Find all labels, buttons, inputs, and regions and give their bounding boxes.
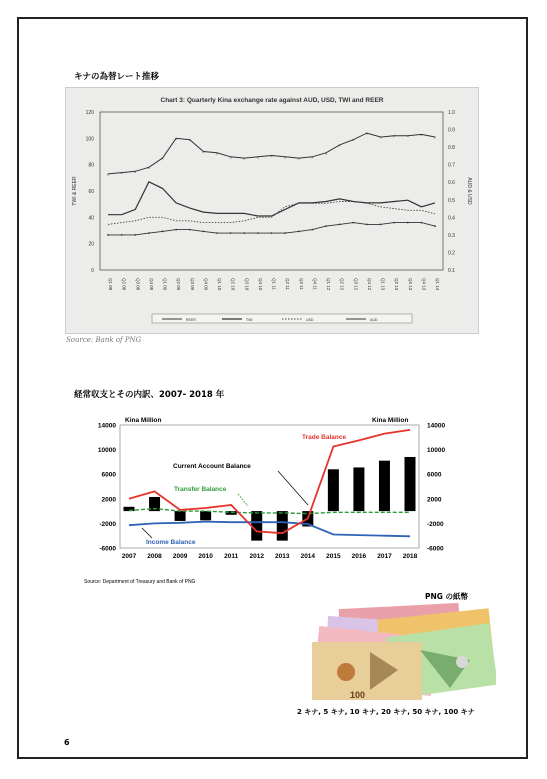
chart1-legend-label: AUD <box>370 318 378 322</box>
png-banknotes-image <box>310 600 496 705</box>
chart1-point: x <box>284 154 287 160</box>
chart1-point: x <box>202 149 205 154</box>
chart1-xtick: Q3 09 <box>189 278 195 291</box>
chart1-point <box>311 229 313 231</box>
chart2-bar <box>379 461 390 511</box>
chart1-point: x <box>406 133 409 139</box>
chart1-xtick: Q4 09 <box>203 278 209 291</box>
section2-heading: 経常収支とその内訳、2007- 2018 年 <box>74 390 225 400</box>
chart2-label-trade: Trade Balance <box>302 434 347 441</box>
chart1-xtick: Q1 14 <box>435 278 440 291</box>
chart1-point <box>434 225 436 227</box>
chart1-ytick-right: 0.4 <box>448 215 455 222</box>
chart1-point: x <box>134 168 137 174</box>
chart1-ytick-right: 0.8 <box>448 145 455 152</box>
chart1-ylabel-left: TWI & REER <box>72 176 78 206</box>
chart2-ytick-left: 14000 <box>97 422 116 430</box>
chart2-ytick-right: -2000 <box>427 520 444 528</box>
chart1-ytick-left: 20 <box>88 241 94 248</box>
chart1-point: x <box>107 171 109 177</box>
chart1-point: x <box>188 137 191 143</box>
chart1-point <box>393 222 395 224</box>
chart1-point <box>230 232 232 234</box>
chart1-point: x <box>229 154 232 160</box>
chart1-point: x <box>297 155 300 161</box>
chart2-ytick-left: 2000 <box>101 496 116 504</box>
chart1-xtick: Q2 09 <box>176 278 182 291</box>
chart1-ytick-left: 80 <box>88 162 94 169</box>
chart2-ytick-right: 14000 <box>427 422 446 430</box>
chart1-point <box>284 232 286 234</box>
chart1-point <box>134 234 136 236</box>
chart2-xtick: 2013 <box>275 553 290 560</box>
chart1-point <box>121 234 123 236</box>
chart1-xtick: Q4 12 <box>366 278 372 291</box>
chart2-bar <box>405 457 416 511</box>
chart2-xtick: 2008 <box>147 553 162 560</box>
chart1-ytick-left: 120 <box>85 110 94 116</box>
chart2-bar <box>251 511 262 541</box>
chart1-xtick: Q4 10 <box>257 278 263 291</box>
chart1-point: x <box>256 154 259 160</box>
chart1-xtick: Q3 13 <box>407 278 413 291</box>
chart2-ytick-right: 10000 <box>427 447 446 455</box>
chart1-point <box>271 232 273 234</box>
chart1-point: x <box>338 142 341 148</box>
chart2-bar <box>200 511 211 520</box>
chart1-xtick: Q2 10 <box>230 278 236 291</box>
chart1-xtick: Q1 08 <box>108 278 113 291</box>
chart1-point: x <box>393 133 396 139</box>
chart1-ytick-left: 40 <box>88 215 94 222</box>
chart1-xtick: Q3 08 <box>135 278 141 291</box>
chart1-point <box>216 232 218 234</box>
chart2-ytick-left: 6000 <box>101 471 116 479</box>
chart2-ytick-left: 10000 <box>97 447 116 455</box>
chart2-plot-frame <box>120 425 419 548</box>
chart2-bar <box>175 511 186 521</box>
chart1-xtick: Q2 13 <box>394 278 400 291</box>
chart1-point <box>107 234 109 236</box>
page-number: 6 <box>64 738 70 747</box>
chart2-xtick: 2017 <box>377 553 392 560</box>
chart1-ytick-left: 0 <box>91 268 94 274</box>
chart1-point: x <box>161 155 164 161</box>
chart1-series-usd <box>108 202 435 225</box>
chart1-xtick: Q3 12 <box>353 278 359 291</box>
chart1-xtick: Q2 12 <box>339 278 345 291</box>
chart1-point: x <box>270 152 273 158</box>
chart1-ylabel-right: AUD & USD <box>466 177 472 205</box>
chart2-label-income: Income Balance <box>146 539 196 546</box>
chart1-point <box>352 222 354 224</box>
chart1-ytick-right: 0.3 <box>448 232 455 239</box>
chart1-ytick-right: 0.9 <box>448 127 455 134</box>
chart1-ytick-right: 0.7 <box>448 162 455 169</box>
chart1-xtick: Q4 13 <box>421 278 427 291</box>
chart1-xtick: Q1 10 <box>217 278 222 291</box>
chart1-point: x <box>420 131 423 137</box>
svg-text:100: 100 <box>350 690 366 700</box>
chart1-xtick: Q4 11 <box>312 278 318 290</box>
chart2-ylabel-right: Kina Million <box>372 417 409 424</box>
chart1-point <box>420 222 422 224</box>
chart1-ytick-right: 1.0 <box>448 110 455 116</box>
chart2-bar <box>353 467 364 511</box>
chart1-xtick: Q2 08 <box>121 278 127 291</box>
chart1-point <box>339 223 341 225</box>
chart1-point <box>380 223 382 225</box>
chart1-xtick: Q1 11 <box>271 278 277 290</box>
chart1-point <box>189 229 191 231</box>
chart1-xtick: Q1 09 <box>162 278 168 291</box>
chart1-title: Chart 3: Quarterly Kina exchange rate against AUD, USD, TWI and REER <box>160 97 384 104</box>
chart1-legend-label: USD <box>306 318 314 322</box>
chart1-point: x <box>352 137 355 143</box>
chart1-series-twi <box>108 182 435 216</box>
chart2-xtick: 2011 <box>224 553 239 560</box>
chart1-point <box>202 230 204 232</box>
chart2-xtick: 2010 <box>198 553 213 560</box>
chart1-point <box>325 225 327 227</box>
chart1-xtick: Q1 13 <box>380 278 386 291</box>
chart2-ylabel-left: Kina Million <box>125 417 162 424</box>
section2-source: Source: Department of Treasury and Bank of PNG <box>84 579 196 585</box>
chart2-xtick: 2007 <box>121 553 137 560</box>
chart2-xtick: 2012 <box>249 553 264 560</box>
chart1-ytick-right: 0.6 <box>448 180 455 187</box>
chart1-point: x <box>147 164 150 170</box>
banknotes-caption: 2 キナ, 5 キナ, 10 キナ, 20 キナ, 50 キナ, 100 キナ <box>297 708 475 716</box>
exchange-rate-chart <box>66 88 478 333</box>
chart1-ytick-right: 0.1 <box>448 268 455 274</box>
chart1-point: x <box>311 154 314 160</box>
chart1-point: x <box>325 150 327 156</box>
chart1-point: x <box>243 155 246 161</box>
chart2-xtick: 2016 <box>351 553 367 560</box>
chart1-point <box>243 232 245 234</box>
banknotes-label: PNG の紙幣 <box>425 592 469 601</box>
section1-source: Source: Bank of PNG <box>66 336 142 344</box>
chart1-legend-label: TWI <box>246 318 253 322</box>
chart1-point <box>175 229 177 231</box>
chart1-point <box>148 232 150 234</box>
current-account-chart <box>80 408 460 573</box>
chart1-point: x <box>216 150 218 156</box>
chart1-xtick: Q1 12 <box>326 278 331 291</box>
chart1-ytick-left: 60 <box>88 189 94 195</box>
chart2-xtick: 2014 <box>300 553 316 560</box>
chart1-xtick: Q3 11 <box>298 278 304 290</box>
chart2-xtick: 2018 <box>402 553 418 560</box>
chart1-ytick-right: 0.2 <box>448 250 455 257</box>
chart2-ytick-left: -2000 <box>99 520 116 528</box>
chart2-label-current-account: Current Account Balance <box>173 463 251 470</box>
chart2-label-transfer: Transfer Balance <box>174 486 227 493</box>
chart1-point: x <box>379 134 382 140</box>
chart1-ytick-right: 0.5 <box>448 197 455 204</box>
chart1-point: x <box>434 134 436 140</box>
chart2-ytick-right: 6000 <box>427 471 442 479</box>
chart2-bar <box>328 469 339 511</box>
chart2-xtick: 2009 <box>172 553 188 560</box>
chart2-xtick: 2015 <box>326 553 341 560</box>
chart1-point <box>407 222 409 224</box>
chart2-ytick-right: -6000 <box>427 545 444 553</box>
chart1-xtick: Q2 11 <box>285 278 291 290</box>
chart1-point <box>366 223 368 225</box>
chart1-ytick-left: 100 <box>85 136 94 143</box>
section1-heading: キナの為替レート推移 <box>74 72 160 82</box>
chart1-point <box>162 230 164 232</box>
chart1-point <box>298 230 300 232</box>
chart1-xtick: Q3 10 <box>244 278 250 291</box>
chart1-legend-label: REER <box>186 318 196 322</box>
chart1-point: x <box>120 170 123 176</box>
chart2-ytick-left: -6000 <box>99 545 116 553</box>
exchange-rate-chart-scan <box>65 87 479 334</box>
chart1-point: x <box>365 130 368 136</box>
chart2-bar <box>277 511 288 541</box>
chart1-point <box>257 232 259 234</box>
chart1-xtick: Q4 08 <box>148 278 154 291</box>
chart2-ytick-right: 2000 <box>427 496 442 504</box>
chart1-point: x <box>175 135 178 141</box>
